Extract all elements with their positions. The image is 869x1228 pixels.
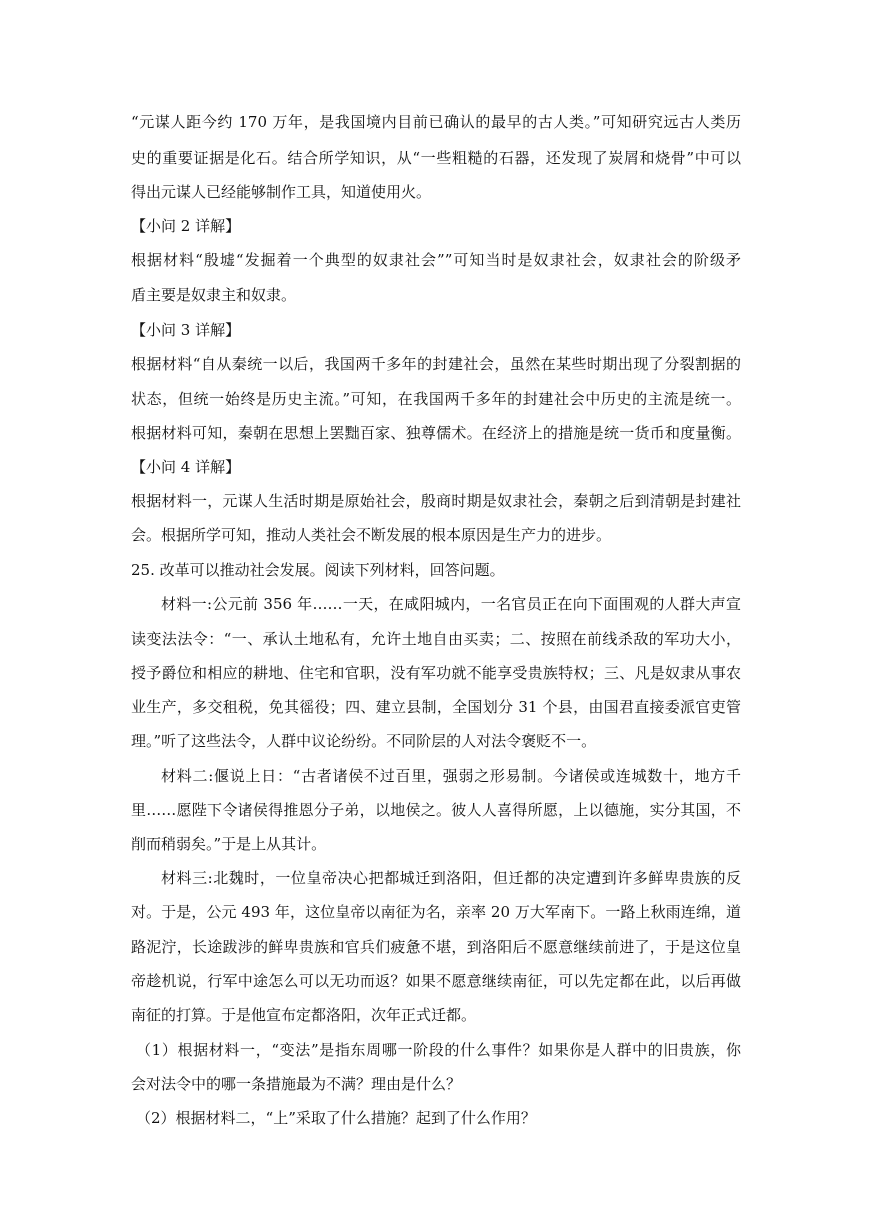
paragraph-line: 史的重要证据是化石。结合所学知识，从“一些粗糙的石器，还发现了炭屑和烧骨”中可以 — [131, 149, 741, 167]
material-three-line: 对。于是，公元 493 年，这位皇帝以南征为名，亲率 20 万大军南下。一路上秋雨连绵，道 — [131, 903, 741, 921]
section-heading: 【小问 3 详解】 — [131, 321, 241, 339]
material-three-line: 路泥泞，长途跋涉的鲜卑贵族和官兵们疲惫不堪，到洛阳后不愿意继续前进了，于是这位皇 — [131, 938, 741, 956]
sub-question-one-line: （1）根据材料一，“变法”是指东周哪一阶段的什么事件？如果你是人群中的旧贵族，你 — [136, 1041, 741, 1059]
material-two-line: 削而稍弱矣。”于是上从其计。 — [131, 835, 327, 853]
paragraph-line: 根据材料可知，秦朝在思想上罢黜百家、独尊儒术。在经济上的措施是统一货币和度量衡。 — [131, 424, 741, 442]
sub-question-two-line: （2）根据材料二，“上”采取了什么措施？起到了什么作用？ — [136, 1109, 536, 1127]
section-heading: 【小问 2 详解】 — [131, 217, 241, 235]
section-heading: 【小问 4 详解】 — [131, 458, 241, 476]
paragraph-line: 根据材料“自从秦统一以后，我国两千多年的封建社会，虽然在某些时期出现了分裂割据的 — [131, 355, 741, 373]
material-two-line: 里……愿陛下令诸侯得推恩分子弟，以地侯之。彼人人喜得所愿，上以德施，实分其国，不 — [131, 801, 741, 819]
paragraph-line: 会。根据所学可知，推动人类社会不断发展的根本原因是生产力的进步。 — [131, 526, 612, 544]
material-three-line: 帝趁机说，行军中途怎么可以无功而返？如果不愿意继续南征，可以先定都在此，以后再做 — [131, 972, 741, 990]
material-one-line: 业生产，多交租税，免其徭役；四、建立县制，全国划分 31 个县，由国君直接委派官吏管 — [131, 698, 741, 716]
sub-question-one-line: 会对法令中的哪一条措施最为不满？理由是什么？ — [131, 1075, 462, 1093]
paragraph-line: 根据材料一，元谋人生活时期是原始社会，殷商时期是奴隶社会，秦朝之后到清朝是封建社 — [131, 492, 741, 510]
question-stem: 25. 改革可以推动社会发展。阅读下列材料，回答问题。 — [131, 561, 505, 579]
paragraph-line: 盾主要是奴隶主和奴隶。 — [131, 286, 297, 304]
material-one-line: 理。”听了这些法令，人群中议论纷纷。不同阶层的人对法令褒贬不一。 — [131, 732, 597, 750]
material-one-line: 授予爵位和相应的耕地、住宅和官职，没有军功就不能享受贵族特权；三、凡是奴隶从事农 — [131, 664, 741, 682]
material-three-line: 材料三:北魏时，一位皇帝决心把都城迁到洛阳，但迁都的决定遭到许多鲜卑贵族的反 — [161, 869, 741, 887]
paragraph-line: 根据材料“殷墟“发掘着一个典型的奴隶社会””可知当时是奴隶社会，奴隶社会的阶级矛 — [131, 251, 741, 269]
material-two-line: 材料二:偃说上日：“古者诸侯不过百里，强弱之形易制。今诸侯或连城数十，地方千 — [161, 767, 741, 785]
material-one-line: 读变法法令：“一、承认土地私有，允许土地自由买卖；二、按照在前线杀敌的军功大小， — [131, 630, 741, 648]
paragraph-line: “元谋人距今约 170 万年，是我国境内目前已确认的最早的古人类。”可知研究远古人类历 — [131, 113, 741, 131]
paragraph-line: 得出元谋人已经能够制作工具，知道使用火。 — [131, 183, 432, 201]
material-three-line: 南征的打算。于是他宣布定都洛阳，次年正式迁都。 — [131, 1006, 477, 1024]
paragraph-line: 状态，但统一始终是历史主流。”可知，在我国两千多年的封建社会中历史的主流是统一。 — [131, 390, 741, 408]
material-one-line: 材料一:公元前 356 年……一天，在咸阳城内，一名官员正在向下面围观的人群大声宣 — [161, 595, 741, 613]
